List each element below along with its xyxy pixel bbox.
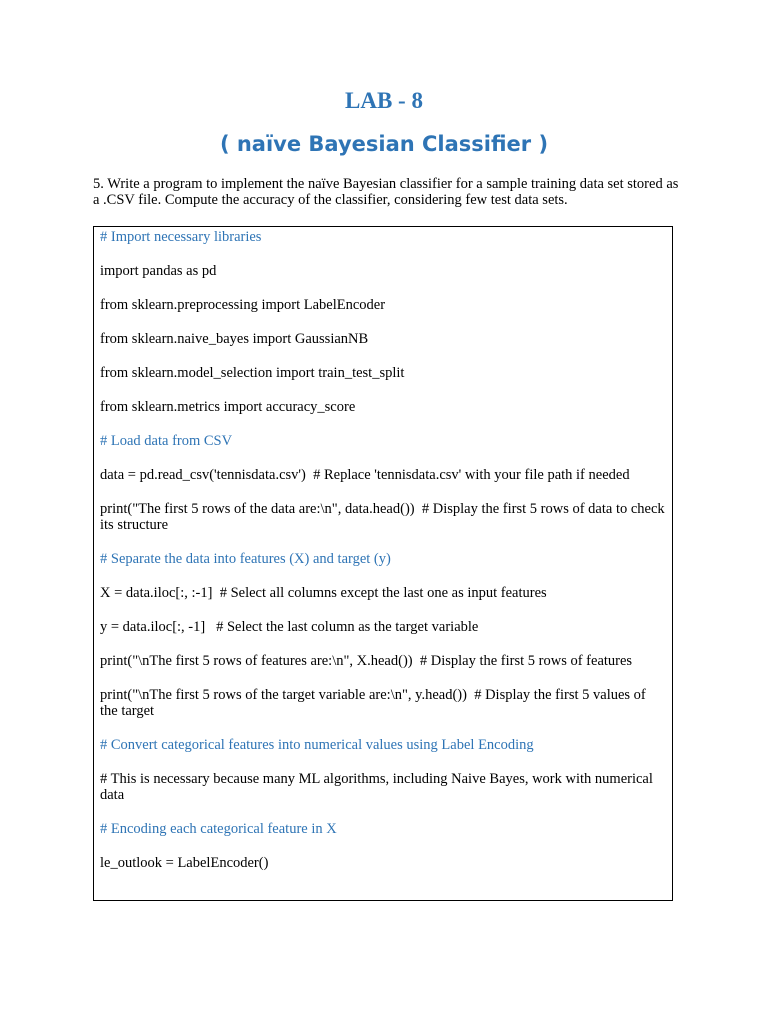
- code-line: # Convert categorical features into numerical values using Label Encoding: [100, 737, 534, 753]
- code-block: [93, 226, 673, 901]
- code-line: # Import necessary libraries: [100, 229, 262, 245]
- code-line: # Load data from CSV: [100, 433, 233, 449]
- page-title: LAB - 8: [345, 88, 423, 113]
- page-subtitle: ( naïve Bayesian Classifier ): [219, 132, 549, 156]
- code-line: y = data.iloc[:, -1] # Select the last column as the target variable: [100, 619, 479, 635]
- code-line: le_outlook = LabelEncoder(): [100, 855, 269, 871]
- code-line: X = data.iloc[:, :-1] # Select all columns except the last one as input features: [100, 585, 547, 601]
- code-line: from sklearn.naive_bayes import GaussianNB: [100, 331, 369, 347]
- task-description: 5. Write a program to implement the naïve Bayesian classifier for a sample training data set stored as a .CSV file. Compute the accuracy of the classifier, considering few test data sets.: [93, 176, 679, 208]
- code-line: print("\nThe first 5 rows of features are:\n", X.head()) # Display the first 5 rows of features: [100, 653, 633, 669]
- code-line: print("The first 5 rows of the data are:\n", data.head()) # Display the first 5 rows of data to check its structure: [100, 501, 669, 533]
- code-line: from sklearn.model_selection import train_test_split: [100, 365, 405, 381]
- code-line: from sklearn.metrics import accuracy_score: [100, 399, 356, 415]
- code-line: import pandas as pd: [100, 263, 217, 279]
- code-line: from sklearn.preprocessing import LabelEncoder: [100, 297, 386, 313]
- code-line: # This is necessary because many ML algorithms, including Naive Bayes, work with numerical data: [100, 771, 657, 803]
- code-line: data = pd.read_csv('tennisdata.csv') # Replace 'tennisdata.csv' with your file path if needed: [100, 467, 630, 483]
- code-line: # Encoding each categorical feature in X: [100, 821, 337, 837]
- code-line: # Separate the data into features (X) and target (y): [100, 551, 391, 567]
- code-line: print("\nThe first 5 rows of the target variable are:\n", y.head()) # Display the first 5 values of the target: [100, 687, 650, 719]
